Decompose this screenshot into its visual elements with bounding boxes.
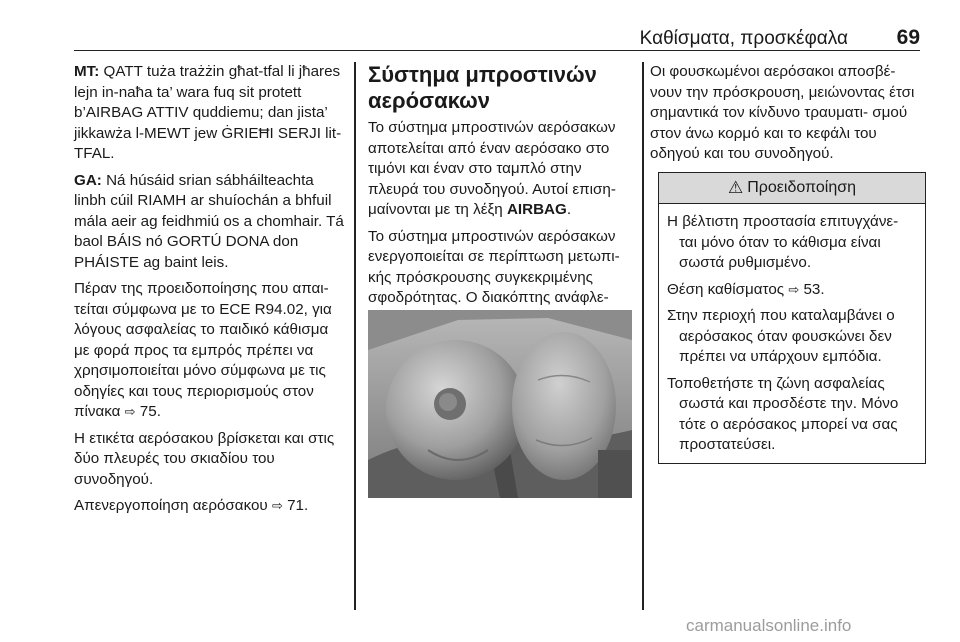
watermark: carmanualsonline.info	[686, 616, 852, 635]
page-ref-link[interactable]: 53.	[803, 280, 825, 298]
airbag-system-paragraph: Το σύστημα μπροστινών αερόσακων αποτελείται από έναν αερόσακο στο τιμόνι και έναν στο ταμπλό στην πλευρά του συνοδηγού. Αυτοί επιση‐ μαίνονται με τη λέξη AIRBAG.	[368, 119, 616, 218]
page-ref-link[interactable]: 71.	[287, 497, 309, 514]
airbag-activation-paragraph: Το σύστημα μπροστινών αερόσακων ενεργοποιείται σε περίπτωση μετωπι‐ κής πρόσκρουσης συγκεκριμένης σφοδρότητας. Ο διακόπτης ανάφλε‐	[368, 227, 620, 306]
language-label: GA:	[74, 171, 102, 189]
warning-item: Η βέλτιστη προστασία επιτυγχάνε‐ ται μόνο όταν το κάθισμα είναι σωστά ρυθμισμένο.	[667, 213, 899, 271]
forward-seat-paragraph: Πέραν της προειδοποίησης που απαι‐ τείται σύμφωνα με το ECE R94.02, για λόγους ασφαλείας το παιδικό κάθισμα με φορά προς τα εμπρός πρέπει να χρησιμοποιείται μόνο σύμφωνα με τις οδηγίες και τους περιορισμούς στον πίνακα ⇨ 75.	[74, 280, 332, 420]
warning-header	[659, 173, 925, 204]
maltese-warning: MT: QATT tuża trażżin għat-tfal li jħares lejn in-naħa ta’ wara fuq sit protett b’AIRBAG ATTIV quddiemu; dan jista’ jikkawża l-MEWT jew ĠRIEĦI SERJI lit-TFAL.	[74, 63, 342, 162]
warning-body	[659, 204, 925, 456]
page-header	[74, 0, 920, 51]
page-ref-arrow-icon: ⇨	[788, 281, 800, 297]
language-label: MT:	[74, 63, 100, 80]
page-number: 69	[896, 26, 920, 49]
page-ref-link[interactable]: 75.	[139, 403, 161, 420]
warning-item: Θέση καθίσματος ⇨ 53.	[667, 280, 825, 298]
deactivation-ref-paragraph: Απενεργοποίηση αερόσακου ⇨ 71.	[74, 497, 309, 514]
irish-warning: GA: Ná húsáid srian sábháilteachta linbh cúil RIAMH ar shuíochán a bhfuil mála aeir ag feidhmiú os a chomhair. Tá baol BÁIS nó GORTÚ DONA don PHÁISTE ag baint leis.	[74, 171, 344, 271]
column-divider	[642, 62, 644, 610]
page-ref-arrow-icon: ⇨	[271, 498, 283, 513]
warning-item: Τοποθετήστε τη ζώνη ασφαλείας σωστά και προσδέστε την. Μόνο τότε ο αερόσακος μπορεί να σας προστατεύσει.	[667, 374, 899, 453]
label-location-paragraph: Η ετικέτα αερόσακου βρίσκεται και στις δύο πλευρές του σκιαδίου του συνοδηγού.	[74, 429, 335, 488]
inflated-airbags-paragraph: Οι φουσκωμένοι αερόσακοι αποσβέ‐ νουν την πρόσκρουση, μειώνοντας έτσι σημαντικά τον κίνδυνο τραυματι‐ σμού στον άνω κορμό και το κεφάλι του οδηγού και του συνοδηγού.	[650, 63, 915, 162]
column-right	[650, 62, 924, 171]
section-heading: Σύστημα μπροστινών αερόσακων	[368, 62, 597, 113]
column-divider	[354, 62, 356, 610]
column-left	[74, 62, 346, 523]
warning-triangle-icon: ⚠	[727, 178, 744, 197]
airbag-illustration	[368, 310, 632, 498]
page-ref-arrow-icon: ⇨	[124, 404, 136, 419]
warning-box	[658, 172, 926, 464]
warning-title: Προειδοποίηση	[747, 179, 856, 196]
column-middle	[368, 62, 634, 335]
page-title: Καθίσματα, προσκέφαλα	[639, 28, 848, 49]
warning-item: Στην περιοχή που καταλαμβάνει ο αερόσακος όταν φουσκώνει δεν πρέπει να υπάρχουν εμπόδια.	[667, 307, 895, 365]
